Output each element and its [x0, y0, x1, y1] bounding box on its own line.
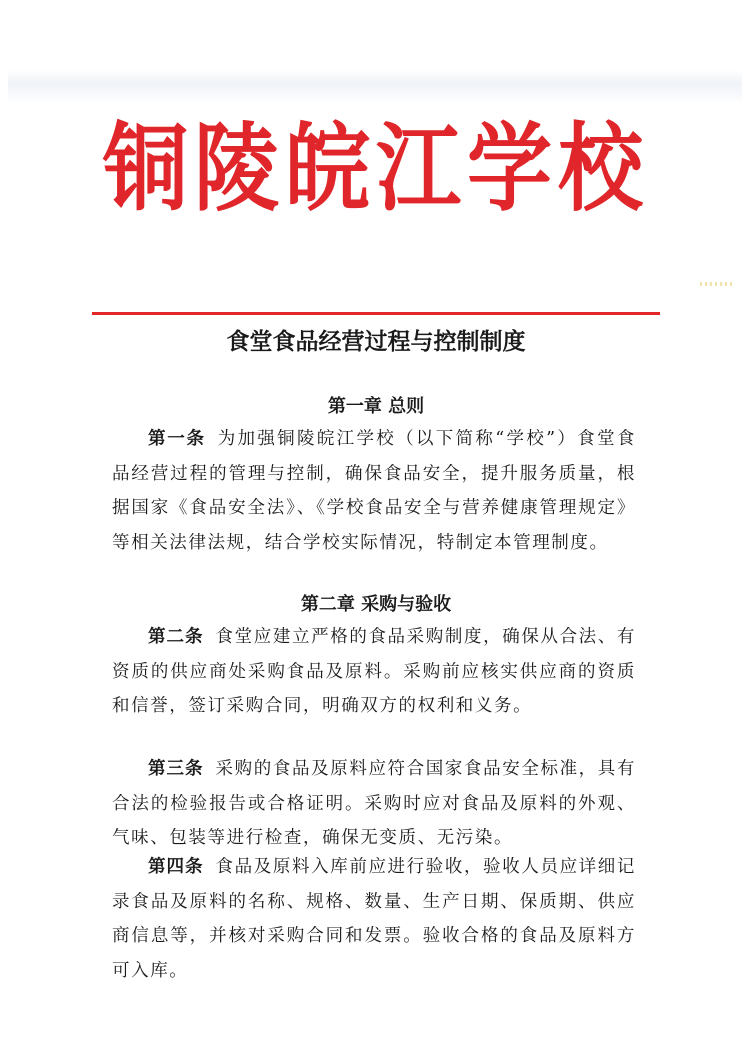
scan-shadow	[8, 70, 742, 104]
scan-speck	[700, 282, 734, 286]
article-1	[112, 422, 636, 560]
article-number: 第一条	[148, 429, 206, 449]
letterhead-red-rule	[92, 312, 660, 315]
article-number: 第二条	[148, 627, 204, 647]
chapter-heading: 第二章 采购与验收	[300, 594, 452, 615]
chapter-heading: 第一章 总则	[327, 396, 425, 417]
article-4	[112, 850, 636, 988]
letterhead-school-name: 铜陵皖江学校	[102, 113, 649, 225]
article-number: 第三条	[148, 759, 204, 779]
article-text: 食品及原料入库前应进行验收，验收人员应详细记录食品及原料的名称、规格、数量、生产日期、保质期、供应商信息等，并核对采购合同和发票。验收合格的食品及原料方可入库。	[112, 857, 637, 981]
article-3	[112, 752, 636, 856]
document-title: 食堂食品经营过程与控制制度	[226, 328, 526, 355]
article-2	[112, 620, 636, 724]
article-text: 采购的食品及原料应符合国家食品安全标准，具有合法的检验报告或合格证明。采购时应对食品及原料的外观、气味、包装等进行检查，确保无变质、无污染。	[112, 759, 637, 848]
article-text: 食堂应建立严格的食品采购制度，确保从合法、有资质的供应商处采购食品及原料。采购前应核实供应商的资质和信誉，签订采购合同，明确双方的权利和义务。	[112, 627, 637, 716]
article-number: 第四条	[148, 857, 204, 877]
article-text: 为加强铜陵皖江学校（以下简称“学校”）食堂食品经营过程的管理与控制，确保食品安全，提升服务质量，根据国家《食品安全法》、《学校食品安全与营养健康管理规定》等相关法律法规，结合学校实际情况，特制定本管理制度。	[112, 429, 637, 553]
